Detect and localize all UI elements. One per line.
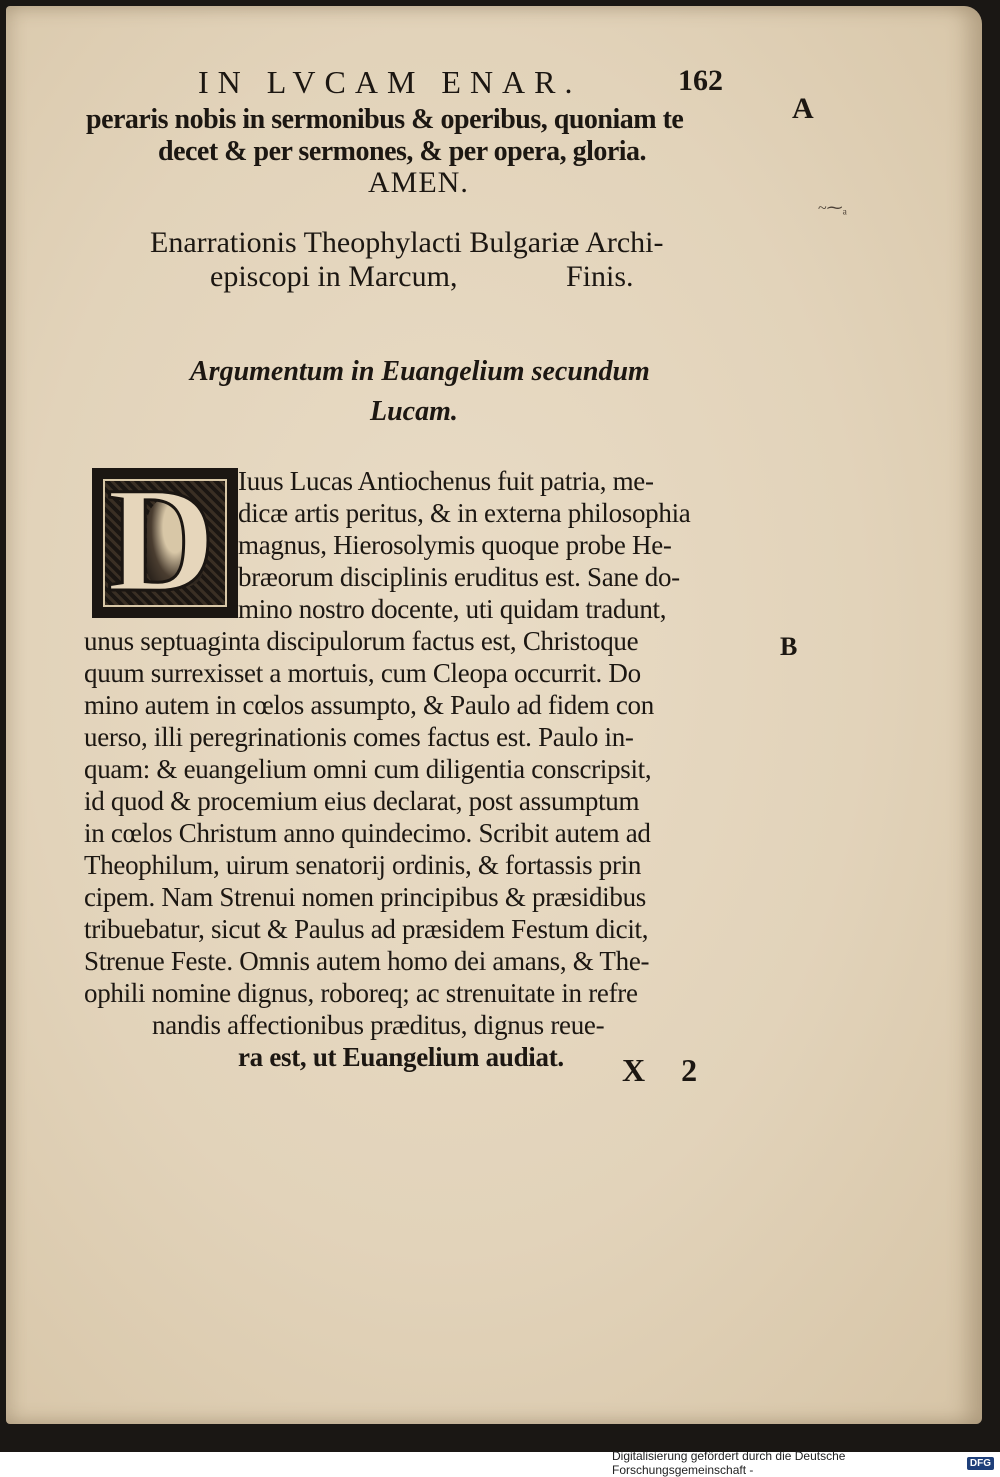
body-line-2: dicæ artis peritus, & in externa philosophia: [238, 498, 691, 528]
marginal-annotation-mark: ~⁓ₐ: [818, 200, 848, 217]
digitization-footer: [612, 1449, 1000, 1477]
body-line-5: mino nostro docente, uti quidam tradunt,: [238, 594, 667, 624]
margin-letter-a: A: [792, 92, 814, 125]
body-line-6: unus septuaginta discipulorum factus est, Christoque: [84, 626, 639, 656]
margin-letter-b: B: [780, 632, 798, 661]
argument-title-line-1: Argumentum in Euangelium secundum: [190, 356, 650, 387]
funding-text: Digitalisierung gefördert durch die Deutsche Forschungsgemeinschaft -: [612, 1449, 846, 1477]
body-line-1: Iuus Lucas Antiochenus fuit patria, me-: [238, 466, 654, 496]
body-line-16: Strenue Feste. Omnis autem homo dei amans, & The-: [84, 946, 650, 976]
colophon-line-2: episcopi in Marcum,: [210, 260, 458, 293]
body-line-10: quam: & euangelium omni cum diligentia conscripsit,: [84, 754, 652, 784]
body-line-11: id quod & procemium eius declarat, post assumptum: [84, 786, 640, 816]
colophon-finis: Finis.: [566, 260, 634, 293]
previous-text-line-1: peraris nobis in sermonibus & operibus, quoniam te: [86, 104, 684, 135]
body-line-12: in cœlos Christum anno quindecimo. Scribit autem ad: [84, 818, 651, 848]
folio-number: 162: [678, 64, 723, 97]
body-line-15: tribuebatur, sicut & Paulus ad præsidem Festum dicit,: [84, 914, 649, 944]
argument-title-line-2: Lucam.: [370, 396, 458, 427]
amen: AMEN.: [368, 166, 469, 199]
previous-text-line-2: decet & per sermones, & per opera, gloria.: [158, 136, 647, 167]
body-line-14: cipem. Nam Strenui nomen principibus & præsidibus: [84, 882, 646, 912]
body-line-8: mino autem in cœlos assumpto, & Paulo ad fidem con: [84, 690, 654, 720]
running-head: IN LVCAM ENAR.: [198, 64, 582, 100]
body-line-17: ophili nomine dignus, roboreq; ac strenuitate in refre: [84, 978, 638, 1008]
book-page: [6, 6, 982, 1424]
colophon-line-1: Enarrationis Theophylacti Bulgariæ Archi-: [150, 226, 664, 259]
dfg-logo: DFG: [967, 1457, 994, 1470]
body-line-3: magnus, Hierosolymis quoque probe He-: [238, 530, 672, 560]
body-line-18: nandis affectionibus præditus, dignus reue-: [152, 1010, 605, 1040]
body-line-13: Theophilum, uirum senatorij ordinis, & fortassis prin: [84, 850, 642, 880]
body-line-9: uerso, illi peregrinationis comes factus est. Paulo in-: [84, 722, 634, 752]
body-line-19: ra est, ut Euangelium audiat.: [238, 1042, 564, 1072]
decorated-initial: [92, 457, 238, 623]
body-line-4: bræorum disciplinis eruditus est. Sane do-: [238, 562, 680, 592]
signature-mark: X 2: [622, 1052, 712, 1088]
body-line-7: quum surrexisset a mortuis, cum Cleopa occurrit. Do: [84, 658, 641, 688]
initial-letter: D: [107, 457, 216, 623]
